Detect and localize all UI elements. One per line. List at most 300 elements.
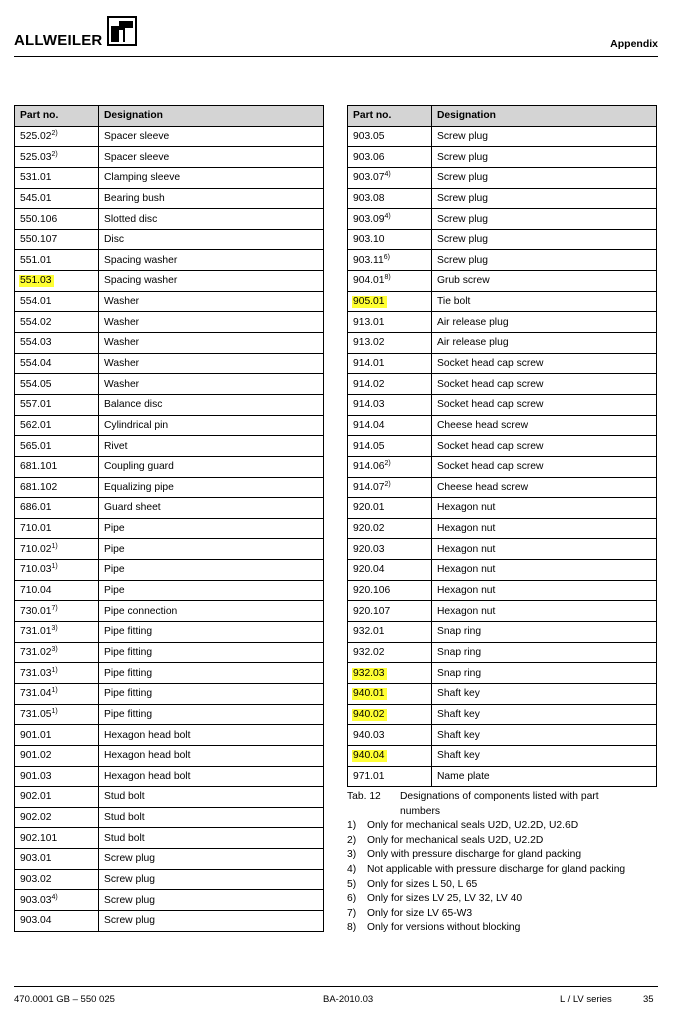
table-row — [348, 683, 657, 704]
part-number-text: 920.01 — [353, 502, 385, 514]
footer-series: L / LV series — [560, 994, 612, 1005]
designation-cell: Balance disc — [99, 394, 324, 415]
designation-cell: Air release plug — [432, 333, 657, 354]
highlighted-part-number — [352, 709, 387, 721]
designation-cell: Screw plug — [432, 188, 657, 209]
part-number — [20, 771, 52, 782]
table-row — [15, 147, 324, 168]
designation-cell: Shaft key — [432, 725, 657, 746]
part-number — [20, 399, 52, 410]
table-row — [15, 209, 324, 230]
table-row — [348, 622, 657, 643]
part-number-cell — [15, 890, 99, 911]
footnote-number: 2) — [347, 834, 357, 846]
part-number-cell — [15, 436, 99, 457]
part-number-cell — [348, 271, 432, 292]
part-number-text: 903.11 — [353, 254, 384, 266]
footnote-number: 4) — [347, 863, 357, 875]
table-row — [15, 601, 324, 622]
part-number-text: 903.03 — [20, 894, 52, 906]
column-header-part-no: Part no. — [348, 106, 432, 127]
part-number-cell — [348, 766, 432, 787]
part-number — [20, 379, 52, 390]
designation-cell: Screw plug — [99, 869, 324, 890]
part-number — [353, 317, 385, 328]
part-number-text: 932.03 — [353, 667, 385, 679]
table-row — [348, 725, 657, 746]
part-number — [20, 544, 58, 555]
table-row — [348, 539, 657, 560]
table-row — [15, 890, 324, 911]
part-number-text: 903.05 — [353, 130, 385, 142]
table-row — [348, 745, 657, 766]
part-number — [20, 874, 52, 885]
part-number-cell — [348, 663, 432, 684]
part-number-cell — [348, 415, 432, 436]
footnote-text: Only for versions without blocking — [367, 922, 521, 934]
designation-cell: Cheese head screw — [432, 415, 657, 436]
designation-cell: Washer — [99, 333, 324, 354]
part-number-cell — [348, 333, 432, 354]
part-number-cell — [348, 601, 432, 622]
highlighted-part-number — [352, 750, 387, 762]
part-number-text: 545.01 — [20, 192, 52, 204]
designation-cell: Washer — [99, 353, 324, 374]
part-number-text: 903.06 — [353, 151, 385, 163]
part-number-text: 940.03 — [353, 729, 385, 741]
designation-cell: Spacing washer — [99, 271, 324, 292]
part-number-cell — [15, 622, 99, 643]
designation-cell: Hexagon head bolt — [99, 725, 324, 746]
part-number-cell — [15, 910, 99, 931]
part-number-cell — [15, 353, 99, 374]
designation-cell: Screw plug — [432, 126, 657, 147]
table-row — [348, 456, 657, 477]
part-number-text: 920.106 — [353, 585, 391, 597]
table-row — [15, 436, 324, 457]
part-number-text: 914.04 — [353, 419, 385, 431]
table-row — [348, 353, 657, 374]
table-row — [15, 663, 324, 684]
part-number — [353, 626, 385, 637]
designation-cell: Shaft key — [432, 704, 657, 725]
part-number-text: 557.01 — [20, 399, 52, 411]
header-rule — [14, 56, 658, 57]
part-number-text: 731.04 — [20, 688, 52, 700]
part-number-text: 554.02 — [20, 316, 52, 328]
table-row — [15, 560, 324, 581]
part-number-text: 525.03 — [20, 151, 52, 163]
part-number-cell — [348, 209, 432, 230]
part-number-cell — [348, 539, 432, 560]
part-number-text: 550.106 — [20, 213, 58, 225]
table-row — [15, 126, 324, 147]
caption-text: Designations of components listed with part numbers — [400, 791, 599, 817]
part-number — [353, 502, 385, 513]
part-number-cell — [15, 394, 99, 415]
table-row — [15, 518, 324, 539]
part-number-cell — [15, 333, 99, 354]
designation-cell: Hexagon nut — [432, 498, 657, 519]
footnote-list — [347, 819, 667, 936]
designation-cell: Name plate — [432, 766, 657, 787]
part-number-text: 554.01 — [20, 296, 52, 308]
designation-cell: Stud bolt — [99, 807, 324, 828]
part-number-cell — [15, 580, 99, 601]
table-row — [15, 580, 324, 601]
part-number — [353, 358, 385, 369]
part-number-cell — [348, 188, 432, 209]
part-number-text: 920.04 — [353, 564, 385, 576]
part-number-cell — [348, 250, 432, 271]
part-number — [20, 668, 58, 679]
part-number — [20, 833, 57, 844]
designation-cell: Air release plug — [432, 312, 657, 333]
part-number-text: 903.10 — [353, 234, 385, 246]
designation-cell: Pipe fitting — [99, 683, 324, 704]
table-row — [348, 126, 657, 147]
part-number — [20, 895, 58, 906]
table-row — [348, 167, 657, 188]
table-row — [348, 601, 657, 622]
table-row — [15, 766, 324, 787]
part-number-cell — [15, 663, 99, 684]
part-number-text: 920.107 — [353, 605, 391, 617]
part-number — [20, 647, 58, 658]
table-row — [15, 869, 324, 890]
part-number — [20, 214, 57, 225]
part-number-cell — [15, 477, 99, 498]
designation-cell: Socket head cap screw — [432, 353, 657, 374]
part-number — [20, 585, 52, 596]
designation-cell: Hexagon nut — [432, 518, 657, 539]
table-row — [15, 353, 324, 374]
table-row — [15, 642, 324, 663]
table-row — [348, 580, 657, 601]
designation-cell: Screw plug — [99, 890, 324, 911]
brand-name: ALLWEILER — [14, 32, 103, 49]
part-number — [20, 564, 58, 575]
footnote-number: 1) — [347, 820, 357, 832]
footnote-ref: 4) — [384, 171, 391, 179]
designation-cell: Hexagon head bolt — [99, 766, 324, 787]
part-number-cell — [15, 271, 99, 292]
part-number-cell — [15, 766, 99, 787]
table-row — [15, 704, 324, 725]
table-row — [348, 518, 657, 539]
designation-cell: Socket head cap screw — [432, 456, 657, 477]
table-row — [348, 250, 657, 271]
table-row — [15, 745, 324, 766]
table-row — [348, 188, 657, 209]
table-row — [348, 333, 657, 354]
designation-cell: Stud bolt — [99, 787, 324, 808]
designation-cell: Spacer sleeve — [99, 126, 324, 147]
part-number-text: 903.09 — [353, 213, 385, 225]
part-number — [353, 131, 385, 142]
designation-cell: Bearing bush — [99, 188, 324, 209]
part-number-text: 554.05 — [20, 378, 52, 390]
part-number — [20, 172, 52, 183]
part-number — [20, 709, 58, 720]
footer-version: BA-2010.03 — [323, 994, 374, 1005]
designation-cell: Screw plug — [99, 849, 324, 870]
footer-rule — [14, 986, 658, 987]
footnote-text: Only with pressure discharge for gland packing — [367, 849, 582, 861]
table-row — [348, 374, 657, 395]
footnote-text: Only for sizes LV 25, LV 32, LV 40 — [367, 893, 523, 905]
part-number-cell — [348, 580, 432, 601]
footnote — [347, 921, 667, 936]
part-number-text: 913.02 — [353, 337, 385, 349]
part-number-cell — [348, 167, 432, 188]
part-number-cell — [15, 291, 99, 312]
allweiler-logo-icon — [107, 16, 137, 46]
part-number-text: 914.02 — [353, 378, 385, 390]
part-number-cell — [348, 229, 432, 250]
caption-label: Tab. 12 — [347, 791, 381, 802]
part-number-text: 731.02 — [20, 646, 52, 658]
designation-cell: Screw plug — [432, 147, 657, 168]
designation-cell: Hexagon nut — [432, 601, 657, 622]
designation-cell: Tie bolt — [432, 291, 657, 312]
part-number — [20, 606, 58, 617]
parts-table-right — [347, 105, 657, 787]
part-number — [353, 399, 385, 410]
part-number-cell — [15, 787, 99, 808]
part-number — [20, 482, 57, 493]
footnote-number: 8) — [347, 922, 357, 934]
table-row — [15, 725, 324, 746]
designation-cell: Disc — [99, 229, 324, 250]
table-row — [15, 333, 324, 354]
part-number-text: 731.01 — [20, 626, 52, 638]
part-number — [353, 606, 390, 617]
part-number — [353, 482, 391, 493]
part-number — [20, 688, 58, 699]
part-number — [20, 812, 52, 823]
footnote — [347, 848, 667, 863]
part-number-text: 914.06 — [353, 461, 385, 473]
table-row — [348, 704, 657, 725]
highlighted-part-number — [352, 668, 387, 680]
part-number-cell — [15, 456, 99, 477]
table-row — [348, 394, 657, 415]
part-number-text: 920.03 — [353, 543, 385, 555]
designation-cell: Screw plug — [432, 250, 657, 271]
part-number — [353, 337, 385, 348]
footnote-ref: 6) — [383, 253, 390, 261]
footnote-ref: 2) — [384, 480, 391, 488]
footnote-ref: 2) — [51, 129, 58, 137]
footnote — [347, 863, 667, 878]
part-number-text: 731.05 — [20, 708, 52, 720]
part-number — [20, 255, 52, 266]
part-number-cell — [15, 704, 99, 725]
part-number-cell — [15, 683, 99, 704]
part-number — [20, 461, 57, 472]
footnote — [347, 907, 667, 922]
designation-cell: Pipe fitting — [99, 622, 324, 643]
part-number-cell — [15, 849, 99, 870]
part-number — [20, 317, 52, 328]
table-row — [348, 498, 657, 519]
part-number-text: 731.03 — [20, 667, 52, 679]
part-number — [20, 750, 52, 761]
footnote-number: 7) — [347, 907, 357, 919]
table-row — [348, 147, 657, 168]
highlighted-part-number — [19, 275, 54, 287]
part-number-cell — [15, 250, 99, 271]
footnote-number: 6) — [347, 893, 357, 905]
table-row — [15, 477, 324, 498]
part-number — [353, 771, 385, 782]
part-number-cell — [15, 209, 99, 230]
designation-cell: Pipe — [99, 518, 324, 539]
column-header-designation: Designation — [432, 106, 657, 127]
designation-cell: Shaft key — [432, 683, 657, 704]
part-number-text: 901.01 — [20, 729, 52, 741]
designation-cell: Snap ring — [432, 622, 657, 643]
part-number-text: 525.02 — [20, 130, 52, 142]
designation-cell: Pipe connection — [99, 601, 324, 622]
table-row — [348, 271, 657, 292]
part-number-cell — [348, 477, 432, 498]
part-number — [20, 502, 52, 513]
designation-cell: Clamping sleeve — [99, 167, 324, 188]
part-number — [353, 461, 391, 472]
part-number-cell — [15, 147, 99, 168]
parts-table-left — [14, 105, 324, 932]
section-title: Appendix — [610, 38, 658, 50]
part-number-text: 940.02 — [353, 708, 385, 720]
designation-cell: Cheese head screw — [432, 477, 657, 498]
part-number — [353, 152, 385, 163]
designation-cell: Hexagon head bolt — [99, 745, 324, 766]
part-number — [353, 234, 385, 245]
part-number — [20, 337, 52, 348]
part-number-text: 710.04 — [20, 585, 52, 597]
part-number-text: 730.01 — [20, 605, 52, 617]
part-number-cell — [15, 601, 99, 622]
part-number-cell — [348, 622, 432, 643]
part-number-text: 551.03 — [20, 275, 52, 287]
part-number-text: 562.01 — [20, 419, 52, 431]
footnote-ref: 3) — [51, 645, 58, 653]
part-number — [20, 791, 52, 802]
part-number — [20, 234, 57, 245]
part-number — [20, 441, 52, 452]
footnote-ref: 2) — [384, 460, 391, 468]
part-number-text: 551.01 — [20, 254, 52, 266]
table-row — [15, 456, 324, 477]
part-number-text: 940.04 — [353, 750, 385, 762]
part-number-text: 565.01 — [20, 440, 52, 452]
part-number — [20, 152, 58, 163]
part-number-text: 932.02 — [353, 646, 385, 658]
designation-cell: Slotted disc — [99, 209, 324, 230]
designation-cell: Washer — [99, 312, 324, 333]
part-number — [20, 296, 52, 307]
table-row — [348, 766, 657, 787]
part-number — [353, 379, 385, 390]
part-number-cell — [348, 312, 432, 333]
part-number — [353, 441, 385, 452]
designation-cell: Equalizing pipe — [99, 477, 324, 498]
table-row — [348, 415, 657, 436]
part-number-text: 901.02 — [20, 750, 52, 762]
part-number-cell — [348, 683, 432, 704]
designation-cell: Stud bolt — [99, 828, 324, 849]
footer-doc-number: 470.0001 GB – 550 025 — [14, 994, 115, 1005]
footnote-number: 5) — [347, 878, 357, 890]
designation-cell: Cylindrical pin — [99, 415, 324, 436]
table-notes — [347, 790, 667, 936]
part-number-cell — [348, 518, 432, 539]
part-number-cell — [348, 353, 432, 374]
footnote-text: Only for sizes L 50, L 65 — [367, 878, 478, 890]
table-row — [15, 250, 324, 271]
table-row — [15, 167, 324, 188]
part-number — [353, 193, 385, 204]
table-row — [348, 209, 657, 230]
part-number-cell — [15, 642, 99, 663]
designation-cell: Screw plug — [99, 910, 324, 931]
highlighted-part-number — [352, 688, 387, 700]
designation-cell: Hexagon nut — [432, 539, 657, 560]
part-number-text: 932.01 — [353, 626, 385, 638]
footnote-text: Only for size LV 65-W3 — [367, 907, 473, 919]
designation-cell: Snap ring — [432, 663, 657, 684]
part-number-cell — [348, 560, 432, 581]
part-number-text: 940.01 — [353, 688, 385, 700]
part-number — [20, 853, 52, 864]
footnote-ref: 8) — [384, 274, 391, 282]
footnote — [347, 892, 667, 907]
table-row — [15, 374, 324, 395]
designation-cell: Screw plug — [432, 167, 657, 188]
part-number — [353, 544, 385, 555]
table-row — [15, 910, 324, 931]
table-row — [15, 312, 324, 333]
part-number — [20, 730, 52, 741]
part-number — [20, 626, 58, 637]
part-number-text: 901.03 — [20, 770, 52, 782]
designation-cell: Washer — [99, 374, 324, 395]
footnote-ref: 1) — [51, 666, 58, 674]
designation-cell: Pipe fitting — [99, 663, 324, 684]
part-number-text: 920.02 — [353, 523, 385, 535]
part-number-cell — [15, 828, 99, 849]
part-number-cell — [15, 415, 99, 436]
footnote — [347, 834, 667, 849]
designation-cell: Guard sheet — [99, 498, 324, 519]
part-number — [20, 523, 52, 534]
designation-cell: Socket head cap screw — [432, 374, 657, 395]
part-number — [20, 420, 52, 431]
part-number-text: 971.01 — [353, 770, 385, 782]
part-number — [353, 172, 391, 183]
table-row — [15, 291, 324, 312]
part-number-text: 902.101 — [20, 832, 58, 844]
designation-cell: Pipe fitting — [99, 642, 324, 663]
part-number-cell — [348, 436, 432, 457]
designation-cell: Spacer sleeve — [99, 147, 324, 168]
part-number-cell — [348, 126, 432, 147]
part-number-text: 905.01 — [353, 296, 385, 308]
table-row — [15, 498, 324, 519]
table-row — [348, 560, 657, 581]
